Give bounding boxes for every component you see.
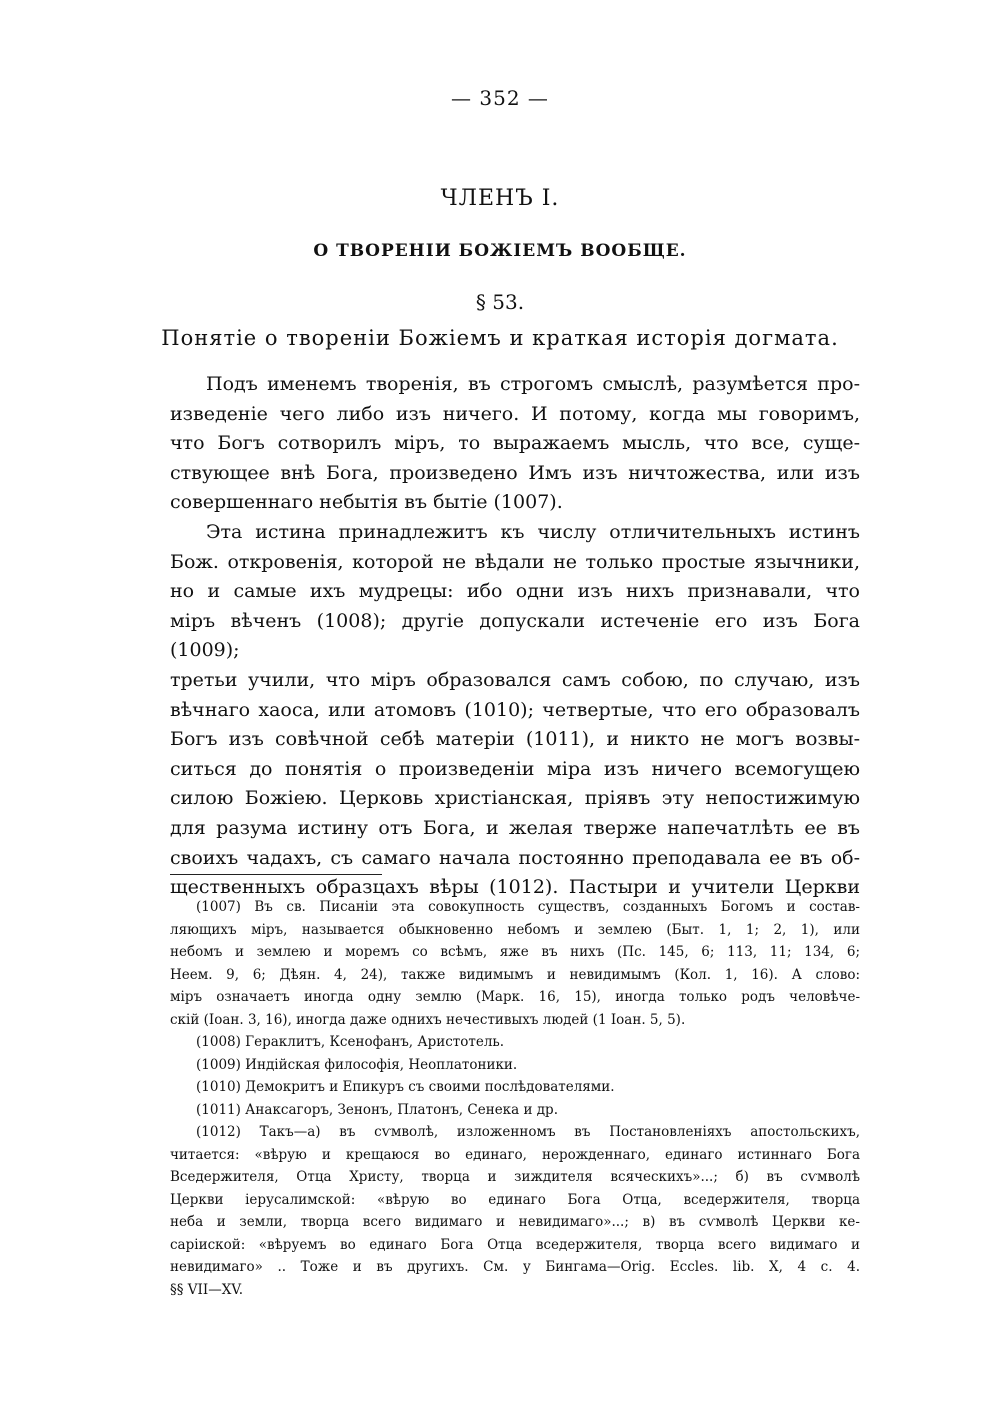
text-line: своихъ чадахъ, съ самаго начала постоянно преподавала ее въ об- (170, 846, 860, 869)
text-line: но и самые ихъ мудрецы: ибо одни изъ нихъ признавали, что (170, 580, 860, 603)
footnote-1011: (1011) Анаксагоръ, Зенонъ, Платонъ, Сенека и др. (196, 1101, 558, 1118)
footnote-line: невидимаго» .. Тоже и въ другихъ. См. у Бингама—Orig. Eccles. lib. X, 4 c. 4. (170, 1259, 860, 1275)
text-line: щественныхъ образцахъ вѣры (1012). Пастыри и учители Церкви (170, 876, 860, 899)
paragraph-number: § 53. (475, 290, 525, 314)
text-line: Подъ именемъ творенія, въ строгомъ смыслѣ, разумѣется про- (206, 373, 860, 395)
body-paragraph-1 (170, 370, 860, 518)
text-line: третьи учили, что міръ образовался самъ собою, по случаю, изъ (170, 668, 860, 691)
chapter-title: ЧЛЕНЪ I. (440, 186, 560, 211)
footnote-line: небомъ и землею и моремъ со всѣмъ, яже въ нихъ (Пс. 145, 6; 113, 11; 134, 6; (170, 944, 860, 960)
section-subtitle: Понятіе о твореніи Божіемъ и краткая исторія догмата. (161, 326, 839, 350)
footnote-1010: (1010) Демокритъ и Епикуръ съ своими послѣдователями. (196, 1079, 615, 1095)
body-text (170, 370, 860, 903)
footnote-line: Вседержителя, Отца Христу, творца и зиждителя всяческихъ»...; б) въ сѵмволѣ (170, 1169, 860, 1185)
footnote-line: саріиской: «вѣруемъ во единаго Бога Отца вседержителя, творца всего видимаго и (170, 1236, 860, 1253)
footnote-line: §§ VII—XV. (170, 1281, 243, 1298)
text-line: Эта истина принадлежитъ къ числу отличительныхъ истинъ (206, 520, 860, 543)
footnote-line: міръ означаетъ иногда одну землю (Марк. 16, 15), иногда только родъ человѣче- (170, 989, 860, 1005)
footnote-line: скій (Іоан. 3, 16), иногда даже однихъ нечестивыхъ людей (1 Іоан. 5, 5). (170, 1011, 686, 1028)
footnote-1008: (1008) Гераклитъ, Ксенофанъ, Аристотель. (196, 1034, 505, 1050)
footnote-1009: (1009) Индійская философія, Неоплатоники. (196, 1056, 518, 1073)
footnote-1012 (170, 1121, 860, 1301)
text-line: что Богъ сотворилъ міръ, то выражаемъ мысль, что все, суще- (170, 432, 860, 455)
text-line: Бож. откровенія, которой не вѣдали не только простые язычники, (170, 550, 860, 573)
section-heading: О ТВОРЕНІИ БОЖІЕМЪ ВООБЩЕ. (313, 241, 687, 261)
text-line: совершеннаго небытія въ бытіе (1007). (170, 491, 563, 514)
text-line: ситься до понятія о произведеніи міра изъ ничего всемогущею (170, 757, 860, 780)
footnote-line: (1007) Въ св. Писаніи эта совокупность существъ, созданныхъ Богомъ и состав- (196, 899, 860, 915)
footnote-line: (1012) Такъ—а) въ сѵмволѣ, изложенномъ въ Постановленіяхъ апостольскихъ, (196, 1124, 860, 1140)
text-line: міръ вѣченъ (1008); другіе допускали истеченіе его изъ Бога (1009); (170, 609, 860, 662)
footnotes (170, 896, 860, 1301)
text-line: силою Божіею. Церковь христіанская, пріявъ эту непостижимую (170, 787, 860, 810)
footnote-line: Церкви іерусалимской: «вѣрую во единаго Бога Отца, вседержителя, творца (170, 1191, 860, 1208)
footnote-1007 (170, 896, 860, 1031)
footnote-line: ляющихъ міръ, называется обыкновенно небомъ и землею (Быт. 1, 1; 2, 1), или (170, 921, 860, 938)
footnote-line: Неем. 9, 6; Дѣян. 4, 24), также видимымъ и невидимымъ (Кол. 1, 16). А слово: (170, 966, 860, 983)
text-line: ствующее внѣ Бога, произведено Имъ изъ ничтожества, или изъ (170, 461, 860, 484)
footnote-line: неба и земли, творца всего видимаго и невидимаго»...; в) въ сѵмволѣ Церкви ке- (170, 1214, 860, 1230)
text-line: изведеніе чего либо изъ ничего. И потому, когда мы говоримъ, (170, 402, 860, 425)
page-number: — 352 — (451, 86, 549, 110)
body-paragraph-2 (170, 518, 860, 903)
footnote-rule (170, 874, 382, 875)
text-line: вѣчнаго хаоса, или атомовъ (1010); четвертые, что его образовалъ (170, 698, 860, 721)
text-line: Богъ изъ совѣчной себѣ матеріи (1011), и никто не могъ возвы- (170, 728, 860, 751)
footnote-line: читается: «вѣрую и крещаюся во единаго, нерожденнаго, единаго истиннаго Бога (170, 1146, 860, 1163)
text-line: для разума истину отъ Бога, и желая тверже напечатлѣть ее въ (170, 816, 860, 839)
